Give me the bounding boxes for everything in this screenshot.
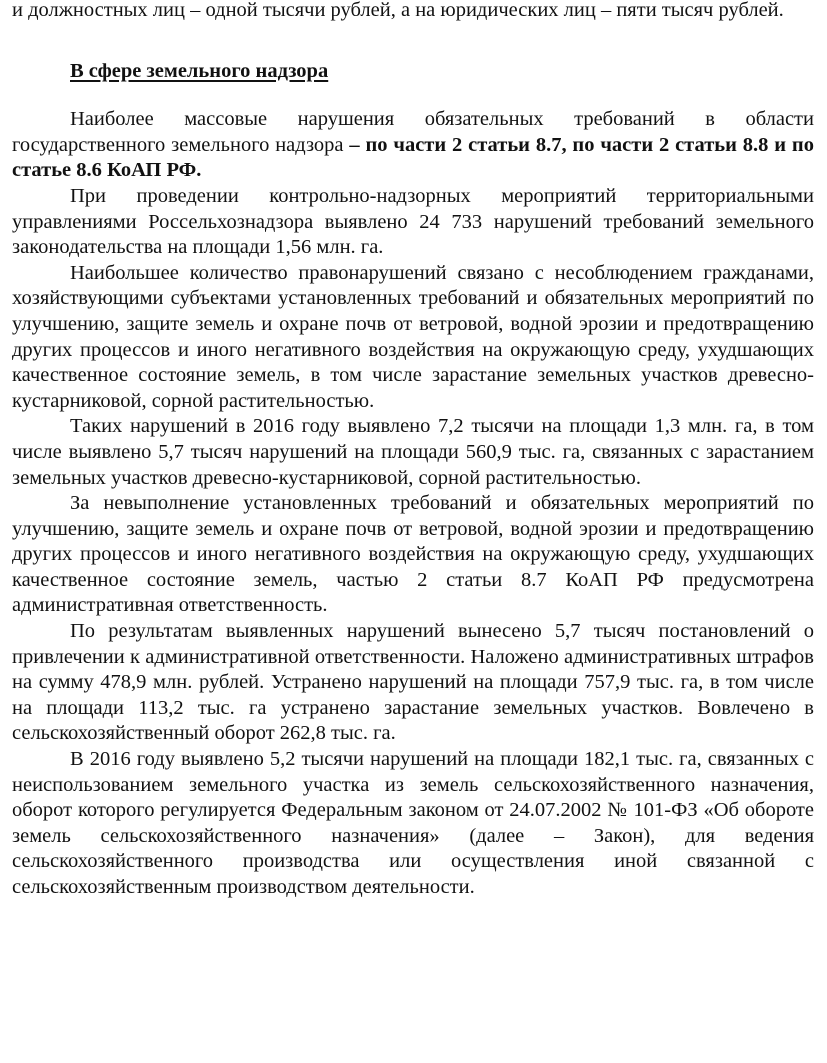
paragraph-results: По результатам выявленных нарушений вынесено 5,7 тысяч постановлений о привлечении к административной ответственности. Наложено административных штрафов на сумму 478,9 млн. рублей. Устранено нарушений на площади 757,9 тыс. га, в том числе на площади 113,2 тыс. га устранено зарастание земельных участков. Вовлечено в сельскохозяйственный оборот 262,8 тыс. га. [12,620,814,745]
paragraph-text: Наиболее массовые нарушения обязательных требований в области государственного земельного надзора [12,108,814,156]
paragraph-unused-land: В 2016 году выявлено 5,2 тысячи нарушений на площади 182,1 тыс. га, связанных с неиспользованием земельного участка из земель сельскохозяйственного назначения, оборот которого регулируется Федеральным законом от 24.07.2002 № 101-ФЗ «Об обороте земель сельскохозяйственного назначения» (далее – Закон), для ведения сельскохозяйственного производства или осуществления иной связанной с сельскохозяйственным производством деятельности. [12,748,814,898]
paragraph-liability: За невыполнение установленных требований и обязательных мероприятий по улучшению, защите земель и охране почв от ветровой, водной эрозии и предотвращению других процессов и иного негативного воздействия на окружающую среду, ухудшающих качественное состояние земель, частью 2 статьи 8.7 КоАП РФ предусмотрена административная ответственность. [12,492,814,617]
paragraph-massive-violations [12,107,814,184]
document-page [12,0,814,901]
paragraph-most-violations: Наибольшее количество правонарушений связано с несоблюдением гражданами, хозяйствующими субъектами установленных требований и обязательных мероприятий по улучшению, защите земель и охране почв от ветровой, водной эрозии и предотвращению других процессов и иного негативного воздействия на окружающую среду, ухудшающих качественное состояние земель, в том числе зарастание земельных участков древесно-кустарниковой, сорной растительностью. [12,261,814,412]
intro-tail-paragraph: и должностных лиц – одной тысячи рублей, а на юридических лиц – пяти тысяч рублей. [12,0,784,21]
bold-article-references: – по части 2 статьи 8.7, по части 2 статьи 8.8 и по статье 8.6 КоАП РФ. [12,133,814,182]
paragraph-inspections: При проведении контрольно-надзорных мероприятий территориальными управлениями Россельхознадзора выявлено 24 733 нарушений требований земельного законодательства на площади 1,56 млн. га. [12,184,814,259]
section-heading: В сфере земельного надзора [70,59,329,82]
paragraph-2016-overgrowth: Таких нарушений в 2016 году выявлено 7,2 тысячи на площади 1,3 млн. га, в том числе выявлено 5,7 тысяч нарушений на площади 560,9 тыс. га, связанных с зарастанием земельных участков древесно-кустарниковой, сорной растительностью. [12,415,814,489]
